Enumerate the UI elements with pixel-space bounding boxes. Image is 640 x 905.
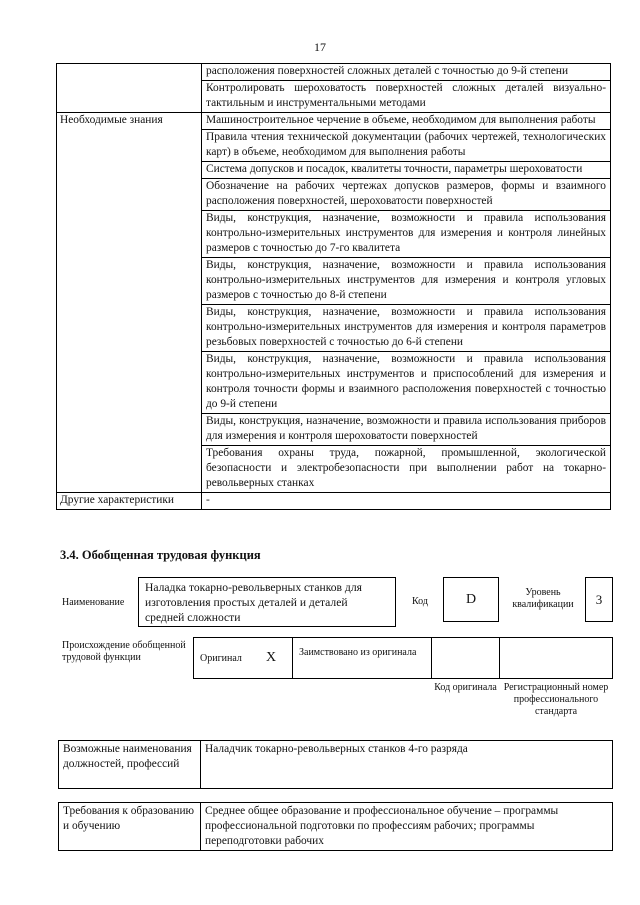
row-label-knowledge: Необходимые знания: [57, 113, 202, 493]
education-table: [58, 802, 613, 851]
table-cell: Правила чтения технической документации (рабочих чертежей, технологических карт) в объеме, необходимом для выполнения работы: [202, 130, 611, 162]
table-row: [59, 741, 613, 789]
table-cell: расположения поверхностей сложных деталей с точностью до 9-й степени: [202, 64, 611, 81]
table-cell: -: [202, 493, 611, 510]
level-label: Уровень квалификации: [512, 587, 574, 610]
table-cell: Контролировать шероховатость поверхностей сложных деталей визуально-тактильным и инструментальными методами: [202, 81, 611, 113]
original-mark: X: [266, 650, 277, 665]
code-caption: Код оригинала: [434, 682, 497, 693]
original-code-cell: [431, 637, 500, 679]
education-value: Среднее общее образование и профессиональное обучение – программы профессиональной подготовки по профессиям рабочих; программы переподготовки рабочих: [201, 803, 613, 851]
table-cell: Обозначение на рабочих чертежах допусков размеров, формы и взаимного расположения поверхностей, шероховатости поверхностей: [202, 179, 611, 211]
original-cell: [193, 637, 293, 679]
table-cell: Виды, конструкция, назначение, возможности и правила использования приборов для измерения и контроля шероховатости поверхностей: [202, 414, 611, 446]
row-label-other: Другие характеристики: [57, 493, 202, 510]
skills-knowledge-table: [56, 63, 611, 510]
table-row: [57, 64, 611, 81]
origin-label: Происхождение обобщенной трудовой функции: [62, 640, 186, 663]
table-cell: Виды, конструкция, назначение, возможности и правила использования контрольно-измерительных инструментов для измерения и контроля угловых размеров с точностью до 8-й степени: [202, 258, 611, 305]
borrowed-label: Заимствовано из оригинала: [299, 647, 417, 658]
table-row: [57, 113, 611, 130]
positions-label: Возможные наименования должностей, профессий: [59, 741, 201, 789]
table-row: [57, 493, 611, 510]
reg-caption: Регистрационный номер профессионального стандарта: [503, 682, 609, 717]
table-cell: Виды, конструкция, назначение, возможности и правила использования контрольно-измерительных инструментов для измерения и контроля параметров резьбовых поверхностей с точностью до 6-й степени: [202, 305, 611, 352]
section-title: 3.4. Обобщенная трудовая функция: [60, 548, 261, 562]
reg-number-cell: [499, 637, 613, 679]
original-label: Оригинал: [200, 653, 242, 664]
table-row: [59, 803, 613, 851]
name-label: Наименование: [62, 597, 125, 608]
table-cell: Система допусков и посадок, квалитеты точности, параметры шероховатости: [202, 162, 611, 179]
education-label: Требования к образованию и обучению: [59, 803, 201, 851]
table-cell: Виды, конструкция, назначение, возможности и правила использования контрольно-измерительных инструментов и приспособлений для измерения и контроля точности формы и взаимного расположения поверхностей с точностью до 9-й степени: [202, 352, 611, 414]
table-cell: Виды, конструкция, назначение, возможности и правила использования контрольно-измерительных инструментов для измерения и контроля линейных размеров с точностью до 7-го квалитета: [202, 211, 611, 258]
positions-table: [58, 740, 613, 789]
function-name-value: Наладка токарно-револьверных станков для изготовления простых деталей и деталей средней сложности: [138, 577, 396, 627]
code-label: Код: [412, 596, 428, 607]
table-cell: Машиностроительное черчение в объеме, необходимом для выполнения работы: [202, 113, 611, 130]
table-cell: Требования охраны труда, пожарной, промышленной, экологической безопасности и электробезопасности при выполнении работ на токарно-револьверных станках: [202, 446, 611, 493]
level-value: 3: [585, 577, 613, 622]
borrowed-cell: [292, 637, 432, 679]
row-label: [57, 64, 202, 113]
code-value: D: [443, 577, 499, 622]
page-number: 17: [314, 40, 326, 54]
positions-value: Наладчик токарно-револьверных станков 4-го разряда: [201, 741, 613, 789]
